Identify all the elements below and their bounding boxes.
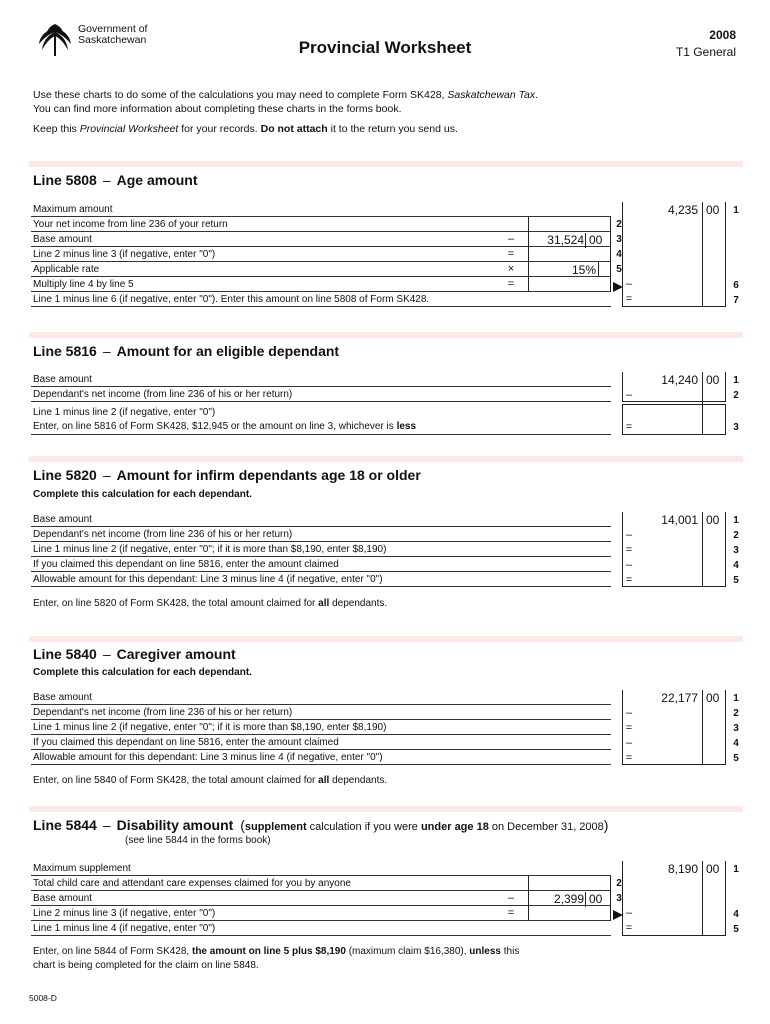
- s5820-row-3: Line 1 minus line 2 (if negative, enter "0"; if it is more than $8,190, enter $8,190): [31, 542, 611, 557]
- s5808-lnum-5: 5: [616, 264, 622, 275]
- intro-line1-end: .: [535, 89, 539, 101]
- s5808-lnum-6: 6: [733, 280, 739, 291]
- s5844-op-equals-right: =: [625, 922, 633, 934]
- s5820-lnum-5: 5: [733, 575, 739, 586]
- s5820-lnum-4: 4: [733, 560, 739, 571]
- s5840-row-5: Allowable amount for this dependant: Line 3 minus line 4 (if negative, enter "0"): [31, 750, 611, 765]
- s5808-op-equals-2: =: [507, 278, 515, 290]
- s5840-cents: 00: [706, 691, 720, 705]
- section-5816-heading: [33, 343, 339, 359]
- s5840-op-3: –: [625, 737, 633, 749]
- s5808-op-times: ×: [507, 263, 515, 275]
- s5844-foot-c: (maximum claim $16,380),: [345, 946, 470, 957]
- s5820-foot-text: Enter, on line 5820 of Form SK428, the total amount claimed for: [33, 598, 319, 609]
- heading-dash: –: [102, 817, 111, 833]
- s5808-base-cents: 00: [585, 233, 607, 248]
- government-line2: Saskatchewan: [78, 34, 147, 46]
- s5844-base-amount: 2,399: [553, 892, 584, 906]
- s5820-row-5: Allowable amount for this dependant: Line 3 minus line 4 (if negative, enter "0"): [31, 572, 611, 587]
- s5844-lnum-3: 3: [616, 893, 622, 904]
- section-5840-title: Caregiver amount: [116, 646, 236, 662]
- s5844-sub-age: under age 18: [420, 821, 489, 833]
- s5844-foot-a: Enter, on line 5844 of Form SK428,: [33, 946, 192, 957]
- s5816-cents: 00: [706, 373, 720, 387]
- s5844-row-2: Total child care and attendant care expenses claimed for you by anyone: [31, 876, 611, 891]
- s5840-lnum-4: 4: [733, 738, 739, 749]
- s5808-max-amount: 4,235: [667, 203, 698, 217]
- s5844-foot-line2: chart is being completed for the claim on line 5848.: [33, 960, 259, 971]
- s5844-lnum-4: 4: [733, 909, 739, 920]
- intro-line1-text: Use these charts to do some of the calculations you may need to complete Form SK428,: [33, 89, 448, 101]
- s5844-op-minus-right: –: [625, 907, 633, 919]
- form-number: 5008-D: [29, 993, 57, 1003]
- s5816-right-box-bottom: [622, 404, 726, 435]
- intro-form-name: Saskatchewan Tax: [447, 89, 536, 101]
- s5808-max-cents: 00: [706, 203, 720, 217]
- intro-line2: You can find more information about completing these charts in the forms book.: [33, 103, 402, 115]
- section-5820-title: Amount for infirm dependants age 18 or older: [116, 467, 421, 483]
- tax-year: 2008: [709, 28, 736, 42]
- s5820-lnum-1: 1: [733, 515, 739, 526]
- s5820-row-2: Dependant's net income (from line 236 of his or her return): [31, 527, 611, 542]
- s5820-op-4: =: [625, 574, 633, 586]
- s5808-lnum-2: 2: [616, 219, 622, 230]
- intro-keep-text: [33, 123, 733, 135]
- s5808-row-3: Base amount: [31, 232, 611, 247]
- s5820-row-1: Base amount: [31, 512, 611, 527]
- s5844-sub-supplement: supplement: [244, 821, 307, 833]
- s5844-lnum-2: 2: [616, 878, 622, 889]
- s5820-lnum-3: 3: [733, 545, 739, 556]
- s5844-sub-date: on December 31, 2008: [488, 821, 604, 833]
- s5808-op-minus-right: –: [625, 278, 633, 290]
- s5840-lnum-1: 1: [733, 693, 739, 704]
- section-5844-heading: [33, 817, 608, 833]
- heading-dash: –: [102, 343, 111, 359]
- s5844-max-amount: 8,190: [667, 862, 698, 876]
- s5816-row-1: Base amount: [31, 372, 611, 387]
- form-type: T1 General: [675, 45, 736, 59]
- s5820-amount: 14,001: [661, 513, 698, 527]
- keep-text-worksheet: Provincial Worksheet: [79, 123, 179, 135]
- s5844-base-cents: 00: [585, 892, 607, 907]
- s5840-row-3: Line 1 minus line 2 (if negative, enter "0"; if it is more than $8,190, enter $8,190): [31, 720, 611, 735]
- s5808-row-6: Multiply line 4 by line 5: [31, 277, 611, 292]
- s5840-lnum-2: 2: [733, 708, 739, 719]
- s5840-row-2: Dependant's net income (from line 236 of his or her return): [31, 705, 611, 720]
- s5816-lnum-3: 3: [733, 422, 739, 433]
- s5844-lnum-1: 1: [733, 864, 739, 875]
- s5808-lnum-3: 3: [616, 234, 622, 245]
- government-line1: Government of: [78, 23, 148, 35]
- s5816-amount: 14,240: [661, 373, 698, 387]
- s5820-op-3: –: [625, 559, 633, 571]
- intro-line1: [33, 88, 733, 102]
- s5808-rate-divider: [598, 262, 599, 277]
- s5808-row-1: Maximum amount: [31, 202, 611, 217]
- s5844-foot-unless: unless: [469, 946, 501, 957]
- section-5844-line: Line 5844: [33, 817, 97, 833]
- s5844-op-minus: –: [507, 892, 515, 904]
- section-divider: [29, 636, 743, 642]
- s5820-op-1: –: [625, 529, 633, 541]
- s5840-foot-all: all: [318, 775, 330, 786]
- s5844-foot-e: this: [500, 946, 520, 957]
- s5840-note: Complete this calculation for each dependant.: [33, 667, 252, 678]
- section-5820-heading: [33, 467, 421, 483]
- s5840-foot-end: dependants.: [329, 775, 388, 786]
- s5808-base-amount: 31,524: [547, 233, 584, 247]
- s5820-op-2: =: [625, 544, 633, 556]
- s5808-row-4: Line 2 minus line 3 (if negative, enter "0"): [31, 247, 611, 262]
- heading-dash: –: [102, 646, 111, 662]
- s5820-foot-end: dependants.: [329, 598, 388, 609]
- keep-text-e: it to the return you send us.: [327, 123, 458, 135]
- s5844-lnum-5: 5: [733, 924, 739, 935]
- section-divider: [29, 806, 743, 812]
- s5844-foot-line1: [33, 945, 519, 959]
- s5840-footnote: [33, 774, 387, 788]
- s5808-rate: 15%: [571, 263, 596, 277]
- s5844-foot-b: the amount on line 5 plus $8,190: [191, 946, 346, 957]
- s5816-row-4-less: less: [396, 421, 417, 432]
- s5808-mid-box-left: [528, 217, 529, 292]
- s5844-footnote: [33, 945, 519, 973]
- s5816-row-3: Line 1 minus line 2 (if negative, enter "0"): [33, 407, 216, 418]
- heading-dash: –: [102, 467, 111, 483]
- s5840-amount: 22,177: [661, 691, 698, 705]
- section-5816-line: Line 5816: [33, 343, 97, 359]
- section-divider: [29, 456, 743, 462]
- keep-text-a: Keep this: [33, 123, 80, 135]
- section-5840-heading: [33, 646, 236, 662]
- section-5844-title: Disability amount: [116, 817, 234, 833]
- s5808-row-5: Applicable rate: [31, 262, 611, 277]
- s5840-lnum-3: 3: [733, 723, 739, 734]
- paren-open: (: [240, 817, 245, 833]
- s5844-row-3: Base amount: [31, 891, 611, 906]
- paren-close: ): [603, 817, 609, 833]
- s5820-foot-all: all: [318, 598, 330, 609]
- section-5808-title: Age amount: [116, 172, 198, 188]
- section-divider: [29, 161, 743, 167]
- keep-text-c: for your records.: [178, 123, 261, 135]
- s5816-row-2: Dependant's net income (from line 236 of his or her return): [31, 387, 611, 402]
- s5840-op-2: =: [625, 722, 633, 734]
- section-5816-title: Amount for an eligible dependant: [116, 343, 340, 359]
- s5844-op-equals: =: [507, 907, 515, 919]
- keep-text-do-not-attach: Do not attach: [260, 123, 328, 135]
- s5844-see-note: (see line 5844 in the forms book): [125, 835, 271, 846]
- section-5808-line: Line 5808: [33, 172, 97, 188]
- s5840-foot-text: Enter, on line 5840 of Form SK428, the total amount claimed for: [33, 775, 319, 786]
- s5808-row-7: Line 1 minus line 6 (if negative, enter "0"). Enter this amount on line 5808 of Form SK428.: [31, 292, 611, 307]
- s5840-row-1: Base amount: [31, 690, 611, 705]
- s5816-op-minus: –: [625, 389, 633, 401]
- s5816-row-4: [31, 419, 611, 435]
- s5820-footnote: [33, 597, 387, 611]
- page-title: Provincial Worksheet: [298, 38, 472, 57]
- s5844-row-5: Line 1 minus line 4 (if negative, enter "0"): [31, 921, 611, 936]
- section-5808-heading: [33, 172, 198, 188]
- section-5820-line: Line 5820: [33, 467, 97, 483]
- s5844-mid-box-right: [610, 876, 611, 921]
- s5808-op-equals: =: [507, 248, 515, 260]
- s5816-lnum-1: 1: [733, 375, 739, 386]
- s5844-max-cents: 00: [706, 862, 720, 876]
- s5816-op-equals: =: [625, 421, 633, 433]
- s5808-op-equals-right: =: [625, 293, 633, 305]
- s5844-row-4: Line 2 minus line 3 (if negative, enter "0"): [31, 906, 611, 921]
- s5808-lnum-1: 1: [733, 205, 739, 216]
- s5840-op-1: –: [625, 707, 633, 719]
- s5820-lnum-2: 2: [733, 530, 739, 541]
- s5820-cents: 00: [706, 513, 720, 527]
- s5820-row-4: If you claimed this dependant on line 5816, enter the amount claimed: [31, 557, 611, 572]
- intro-text: [33, 88, 733, 116]
- s5844-sub-text: calculation if you were: [306, 821, 421, 833]
- s5808-row-2: Your net income from line 236 of your return: [31, 217, 611, 232]
- s5816-row-4-text: Enter, on line 5816 of Form SK428, $12,945 or the amount on line 3, whichever is: [33, 421, 397, 432]
- s5820-note: Complete this calculation for each dependant.: [33, 489, 252, 500]
- s5816-lnum-2: 2: [733, 390, 739, 401]
- s5808-op-minus: –: [507, 233, 515, 245]
- s5840-op-4: =: [625, 752, 633, 764]
- section-5840-line: Line 5840: [33, 646, 97, 662]
- section-divider: [29, 332, 743, 338]
- s5844-row-1: Maximum supplement: [31, 861, 611, 876]
- s5844-mid-box-left: [528, 876, 529, 921]
- s5808-lnum-4: 4: [616, 249, 622, 260]
- s5808-lnum-7: 7: [733, 295, 739, 306]
- s5840-row-4: If you claimed this dependant on line 5816, enter the amount claimed: [31, 735, 611, 750]
- s5808-mid-box-right: [610, 217, 611, 292]
- s5840-lnum-5: 5: [733, 753, 739, 764]
- heading-dash: –: [102, 172, 111, 188]
